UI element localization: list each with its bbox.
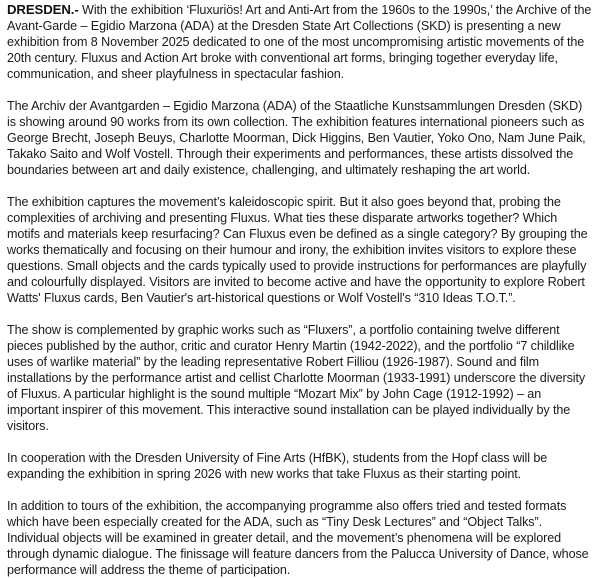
article-paragraph: In addition to tours of the exhibition, the accompanying programme also offers tried and tested formats which have been especially created for the ADA, such as “Tiny Desk Lectures” and “Object Talks”. Individual objects will be examined in greater detail, and the movement’s phenomena will be explored through dynamic dialogue. The finissage will feature dancers from the Palucca University of Dance, whose performance will address the theme of participation. [7,499,589,577]
article-paragraph-intro [7,2,592,82]
article-paragraph: The Archiv der Avantgarden – Egidio Marzona (ADA) of the Staatliche Kunstsammlungen Dresden (SKD) is showing around 90 works from its own collection. The exhibition features international pioneers such as George Brecht, Joseph Beuys, Charlotte Moorman, Dick Higgins, Ben Vautier, Yoko Ono, Nam June Paik, Takako Saito and Wolf Vostell. Through their experiments and performances, these artists dissolved the boundaries between art and daily existence, challenging, and ultimately reshaping the art world. [7,99,586,177]
article-paragraph: In cooperation with the Dresden University of Fine Arts (HfBK), students from the Hopf class will be expanding the exhibition in spring 2026 with new works that take Fluxus as their starting point. [7,451,548,481]
intro-text: With the exhibition ‘Fluxuriös! Art and Anti-Art from the 1960s to the 1990s,’ the Archive of the Avant-Garde – Egidio Marzona (ADA) at the Dresden State Art Collections (SKD) is presenting a new exhibition from 8 November 2025 dedicated to one of the most uncompromising artistic movements of the 20th century. Fluxus and Action Art broke with conventional art forms, bringing together everyday life, communication, and sheer playfulness in spectacular fashion. [7,3,592,81]
article-paragraph: The exhibition captures the movement’s kaleidoscopic spirit. But it also goes beyond that, probing the complexities of archiving and presenting Fluxus. What ties these disparate artworks together? Which motifs and materials keep resurfacing? Can Fluxus even be defined as a single category? By grouping the works thematically and focusing on their humour and irony, the exhibition invites visitors to explore these questions. Small objects and the cards typically used to provide instructions for performances are playfully and colourfully displayed. Visitors are invited to become active and have the opportunity to explore Robert Watts' Fluxus cards, Ben Vautier's art-historical questions or Wolf Vostell's “310 Ideas T.O.T.”. [7,195,588,305]
article-paragraph: The show is complemented by graphic works such as “Fluxers”, a portfolio containing twelve different pieces published by the author, critic and curator Henry Martin (1942-2022), and the portfolio “7 childlike uses of warlike material” by the leading representative Robert Filliou (1926-1987). Sound and film installations by the performance artist and cellist Charlotte Moorman (1933-1991) underscore the diversity of Fluxus. A particular highlight is the sound multiple “Mozart Mix” by John Cage (1912-1992) – an important inspirer of this movement. This interactive sound installation can be played individually by the visitors. [7,323,586,433]
dateline: DRESDEN.- [7,2,79,17]
